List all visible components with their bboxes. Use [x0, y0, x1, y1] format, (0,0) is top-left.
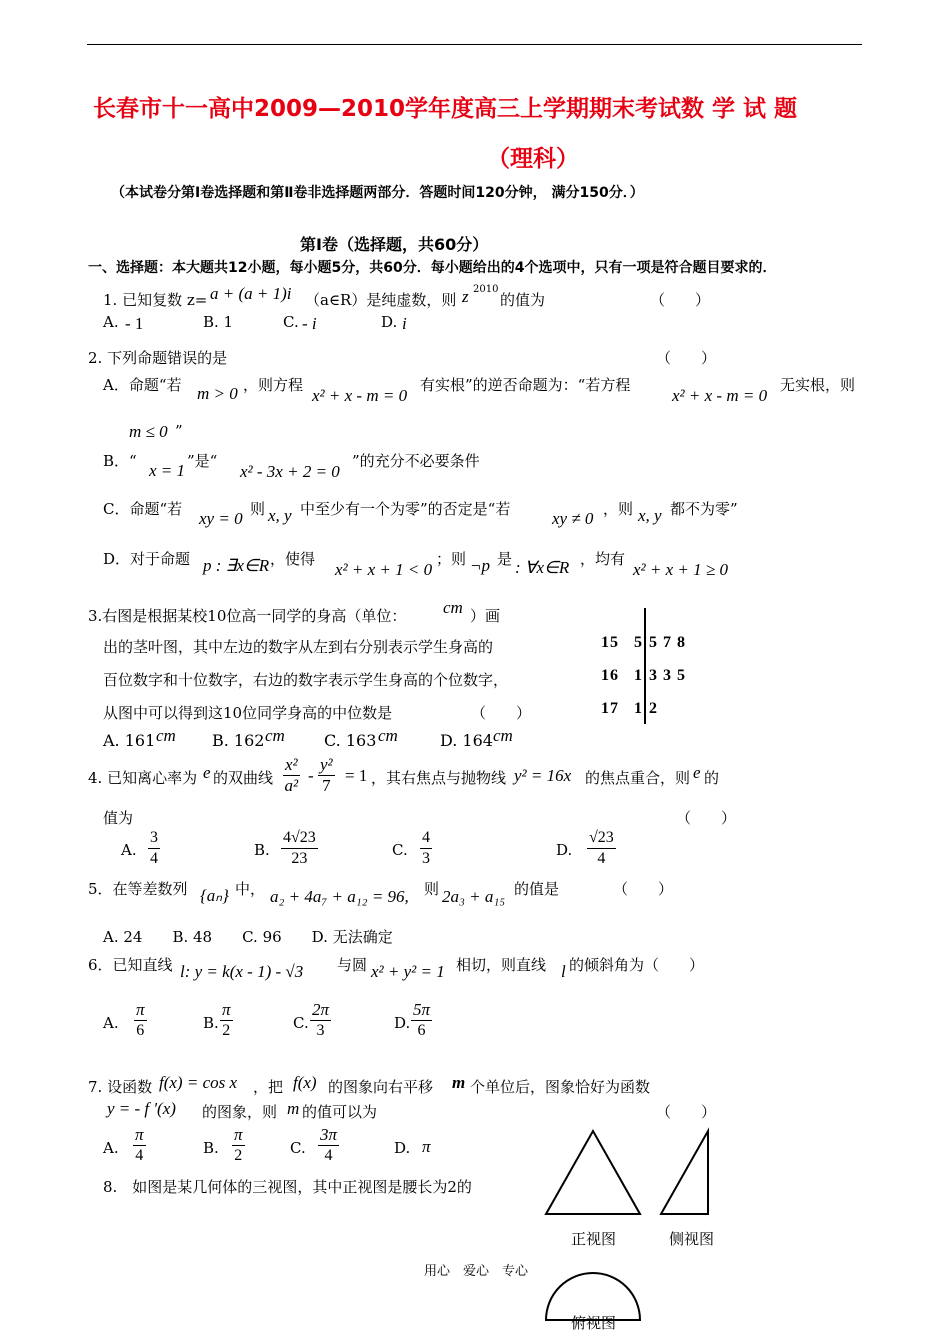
q2-d-text-1: D．对于命题 — [103, 550, 191, 568]
q2-a-text-1: A．命题“若 — [103, 376, 182, 394]
q4-option-d-frac — [587, 828, 616, 869]
q2-a-equation: x² + x - m = 0 — [312, 386, 408, 405]
q7-option-b-frac — [232, 1125, 245, 1166]
q1-z: z — [462, 287, 469, 306]
q7-answer-paren: （ ） — [656, 1103, 717, 1121]
q2-c-text-5: 都不为零” — [670, 500, 738, 518]
q6-option-c-frac — [310, 1000, 331, 1041]
q1-option-a-value: - 1 — [125, 314, 144, 333]
q1-lead: 1. 已知复数 z= — [103, 291, 208, 309]
q2-b-text-1: B．“ — [103, 452, 137, 470]
q7-option-a-num: π — [135, 1125, 144, 1144]
q4-frac-y-num: y² — [320, 755, 333, 774]
q4-line-2: 值为 — [103, 809, 134, 827]
q2-c-vars-2: x, y — [638, 506, 662, 525]
q4-tail: 的焦点重合，则 — [585, 769, 691, 787]
q2-a-cond: m > 0 — [197, 384, 238, 403]
q7-option-a-frac — [133, 1125, 146, 1166]
q4-option-a-frac — [148, 828, 160, 869]
q6-option-c-num: 2π — [312, 1000, 330, 1019]
q5-lead: 5．在等差数列 — [88, 880, 188, 898]
exam-title: 长春市十一高中2009—2010学年度高三上学期期末考试数 学 试 题 — [93, 96, 798, 122]
front-view-label: 正视图 — [571, 1230, 617, 1248]
q4-option-b: B. — [254, 841, 270, 859]
q2-a-equation-2: x² + x - m = 0 — [672, 386, 768, 405]
q3-option-b-unit: cm — [265, 726, 285, 745]
q4-option-c-frac — [420, 828, 432, 869]
q2-d-text-2: ，使得 — [270, 550, 316, 568]
q3-line-2: 出的茎叶图，其中左边的数字从左到右分别表示学生身高的 — [103, 638, 494, 656]
q4-frac-x-num: x² — [285, 755, 298, 774]
q2-answer-paren: （ ） — [656, 349, 717, 367]
section-instruction: 一、选择题：本大题共12小题，每小题5分，共60分．每小题给出的4个选项中，只有一项是符合题目要求的． — [88, 260, 777, 276]
q6-option-c: C. — [293, 1014, 309, 1032]
q1-tail: 的值为 — [500, 291, 546, 309]
q4-mid: 的双曲线 — [213, 769, 274, 787]
q1-option-d: D. — [381, 313, 398, 331]
q5-expr: 2a₃ + a₁₅ — [442, 887, 506, 906]
side-view-triangle — [661, 1131, 708, 1214]
stem-row-17-leaves: 2 — [649, 700, 658, 717]
stem-row-16-stem: 16 — [601, 667, 619, 684]
q7-option-b-num: π — [234, 1125, 243, 1144]
q6-circle: x² + y² = 1 — [371, 962, 445, 981]
q2-c-text-3: 中至少有一个为零”的否定是“若 — [300, 500, 511, 518]
q7-option-d: D. — [394, 1139, 411, 1157]
q2-d-text-4: 是 — [497, 550, 513, 568]
q4-frac-y-den: 7 — [322, 776, 331, 795]
q4-eq: = 1 — [345, 766, 368, 785]
stem-row-16-leaf-left: 1 — [634, 667, 643, 684]
q4-option-a-num: 3 — [148, 828, 160, 849]
q7-option-a-den: 4 — [135, 1147, 144, 1164]
q4-frac-y — [318, 755, 335, 796]
q7-option-c-den: 4 — [324, 1147, 333, 1164]
q3-unit: cm — [443, 598, 463, 617]
q4-option-b-frac — [281, 828, 318, 869]
q6-mid: 与圆 — [337, 956, 368, 974]
header-rule — [87, 44, 862, 45]
q7-m-2: m — [287, 1099, 300, 1118]
q6-lead: 6．已知直线 — [88, 956, 173, 974]
q5-equation: a₂ + 4a₇ + a₁₂ = 96, — [270, 887, 409, 906]
side-view-label: 侧视图 — [669, 1230, 715, 1248]
q4-tail-e: e — [693, 763, 701, 782]
q3-option-b: B. 162 — [212, 731, 265, 750]
q2-c-cond: xy = 0 — [199, 509, 243, 528]
q4-e: e — [203, 763, 211, 782]
q4-option-c-num: 4 — [420, 828, 432, 849]
q7-option-b-den: 2 — [234, 1147, 243, 1164]
q2-c-vars: x, y — [268, 506, 292, 525]
q6-option-a: A. — [103, 1014, 119, 1032]
q6-option-d-den: 6 — [417, 1022, 426, 1039]
stem-leaf-divider — [644, 608, 646, 724]
q2-d-equation-2: x² + x + 1 ≥ 0 — [633, 560, 728, 579]
q5-tail: 的值是 — [514, 880, 560, 898]
q4-tail-2: 的 — [704, 769, 720, 787]
q2-d-prop: p : ∃x∈R — [203, 556, 270, 575]
q3-line-1: 3.右图是根据某校10位高一同学的身高（单位： — [88, 607, 407, 625]
q7-mid: ，把 — [253, 1078, 284, 1096]
q6-option-d: D. — [394, 1014, 411, 1032]
q1-option-b: B. 1 — [203, 313, 234, 331]
q4-option-b-num: 4√23 — [281, 828, 318, 849]
q4-parabola: y² = 16x — [514, 766, 572, 785]
q1-cond: （a∈R）是纯虚数，则 — [305, 291, 457, 309]
stem-row-15-leaf-left: 5 — [634, 634, 643, 651]
q4-option-c: C. — [392, 841, 408, 859]
q5-sequence: {aₙ} — [200, 886, 229, 905]
q4-option-a-den: 4 — [150, 850, 158, 867]
q3-option-d-unit: cm — [493, 726, 513, 745]
q2-b-text-3: ”的充分不必要条件 — [352, 452, 480, 470]
q7-line-2b: 的值可以为 — [302, 1103, 378, 1121]
q1-exp: 2010 — [473, 284, 499, 295]
q6-tail-2: 的倾斜角为（ ） — [569, 956, 705, 974]
stem-row-16-leaves: 3 3 5 — [649, 667, 686, 684]
q7-m: m — [452, 1073, 466, 1092]
q7-lead: 7. 设函数 — [88, 1078, 153, 1096]
q4-lead: 4. 已知离心率为 — [88, 769, 198, 787]
q6-option-d-frac — [411, 1000, 432, 1041]
q7-option-c-num: 3π — [320, 1125, 338, 1144]
q4-option-c-den: 3 — [422, 850, 430, 867]
q2-b-cond: x = 1 — [149, 461, 186, 480]
q4-option-b-den: 23 — [291, 850, 308, 867]
q3-option-a-unit: cm — [156, 726, 176, 745]
q6-l: l — [561, 962, 566, 981]
q7-option-a: A. — [103, 1139, 119, 1157]
exam-note: （本试卷分第Ⅰ卷选择题和第Ⅱ卷非选择题两部分．答题时间120分钟， 满分150分．） — [111, 185, 644, 201]
page-footer: 用心 爱心 专心 — [424, 1264, 529, 1279]
q2-c-cond-2: xy ≠ 0 — [552, 509, 594, 528]
q6-option-b-frac — [220, 1000, 233, 1041]
q2-c-text-2: 则 — [250, 500, 266, 518]
q1-expr: a + (a + 1)i — [210, 284, 292, 303]
q3-option-a: A. 161 — [103, 731, 156, 750]
q2-stem: 2. 下列命题错误的是 — [88, 349, 228, 367]
three-view-diagram — [540, 1125, 720, 1325]
q2-c-text-4: ，则 — [603, 500, 634, 518]
section-title: 第Ⅰ卷（选择题，共60分） — [300, 235, 489, 254]
q2-a-text-5: ” — [175, 422, 183, 440]
q2-a-text-4: 无实根，则 — [780, 376, 856, 394]
q3-answer-paren: （ ） — [471, 704, 532, 722]
q4-answer-paren: （ ） — [676, 809, 737, 827]
q3-option-c-unit: cm — [378, 726, 398, 745]
q2-d-negation: ¬p — [470, 556, 490, 575]
q7-line-2: 的图象，则 — [202, 1103, 278, 1121]
q4-option-a: A. — [121, 841, 137, 859]
q7-tail: 个单位后，图象恰好为函数 — [470, 1078, 651, 1096]
top-view-label: 俯视图 — [571, 1314, 617, 1332]
q1-option-d-value: i — [402, 314, 407, 333]
q7-mid-2: 的图象向右平移 — [328, 1078, 434, 1096]
q1-option-a: A. — [103, 313, 119, 331]
stem-row-17-stem: 17 — [601, 700, 619, 717]
q7-option-c: C. — [290, 1139, 306, 1157]
q2-d-text-3: ；则 — [436, 550, 467, 568]
front-view-triangle — [546, 1131, 640, 1214]
q6-option-a-den: 6 — [136, 1022, 145, 1039]
q4-frac-x — [283, 755, 300, 796]
q2-b-text-2: ”是“ — [187, 452, 218, 470]
stem-row-17-leaf-left: 1 — [634, 700, 643, 717]
q3-option-d: D. 164 — [440, 731, 493, 750]
stem-row-15-leaves: 5 7 8 — [649, 634, 686, 651]
stem-row-15-stem: 15 — [601, 634, 619, 651]
exam-subtitle: （理科） — [487, 146, 579, 172]
q4-mid-2: ，其右焦点与抛物线 — [371, 769, 507, 787]
q3-line-1b: ）画 — [470, 607, 501, 625]
q1-option-c-value: - i — [302, 314, 317, 333]
q2-c-text-1: C．命题“若 — [103, 500, 183, 518]
q2-a-text-3: 有实根”的逆否命题为：“若方程 — [420, 376, 631, 394]
q5-options: A. 24 B. 48 C. 96 D. 无法确定 — [103, 928, 393, 946]
q2-d-text-5: ，均有 — [580, 550, 626, 568]
q4-option-d-den: 4 — [597, 850, 606, 867]
q6-option-b: B. — [203, 1014, 219, 1032]
q7-function-2: f(x) — [293, 1073, 317, 1092]
q5-answer-paren: （ ） — [613, 880, 674, 898]
q1-option-c: C. — [283, 313, 299, 331]
q6-option-a-num: π — [136, 1000, 145, 1019]
q7-option-d-value: π — [422, 1137, 431, 1156]
q7-option-c-frac — [318, 1125, 339, 1166]
q6-option-d-num: 5π — [413, 1000, 431, 1019]
q2-a-text-2: ，则方程 — [243, 376, 304, 394]
q3-line-4: 从图中可以得到这10位同学身高的中位数是 — [103, 704, 393, 722]
q7-target-function: y = - f '(x) — [107, 1099, 176, 1118]
q4-frac-x-den: a² — [284, 776, 299, 795]
q4-option-d: D. — [556, 841, 573, 859]
q1-answer-paren: （ ） — [650, 291, 711, 309]
q6-option-b-den: 2 — [222, 1022, 231, 1039]
q6-option-a-frac — [134, 1000, 147, 1041]
q8-stem: 8. 如图是某几何体的三视图，其中正视图是腰长为2的 — [103, 1178, 472, 1196]
q3-line-3: 百位数字和十位数字，右边的数字表示学生身高的个位数字， — [103, 671, 509, 689]
q4-minus: - — [308, 766, 314, 785]
q6-option-b-num: π — [222, 1000, 231, 1019]
q2-b-equation: x² - 3x + 2 = 0 — [240, 462, 340, 481]
q7-function: f(x) = cos x — [159, 1073, 238, 1092]
q7-option-b: B. — [203, 1139, 219, 1157]
q5-then: 则 — [424, 880, 440, 898]
q3-option-c: C. 163 — [324, 731, 377, 750]
q6-option-c-den: 3 — [316, 1022, 325, 1039]
q6-tail: 相切，则直线 — [456, 956, 547, 974]
q2-d-quant: : ∀x∈R — [515, 558, 570, 577]
q6-line-equation: l: y = k(x - 1) - √3 — [180, 962, 304, 981]
q2-d-equation: x² + x + 1 < 0 — [335, 560, 433, 579]
q2-a-cond-2: m ≤ 0 — [129, 422, 168, 441]
q5-mid: 中， — [235, 880, 266, 898]
q4-option-d-num: √23 — [587, 828, 616, 849]
